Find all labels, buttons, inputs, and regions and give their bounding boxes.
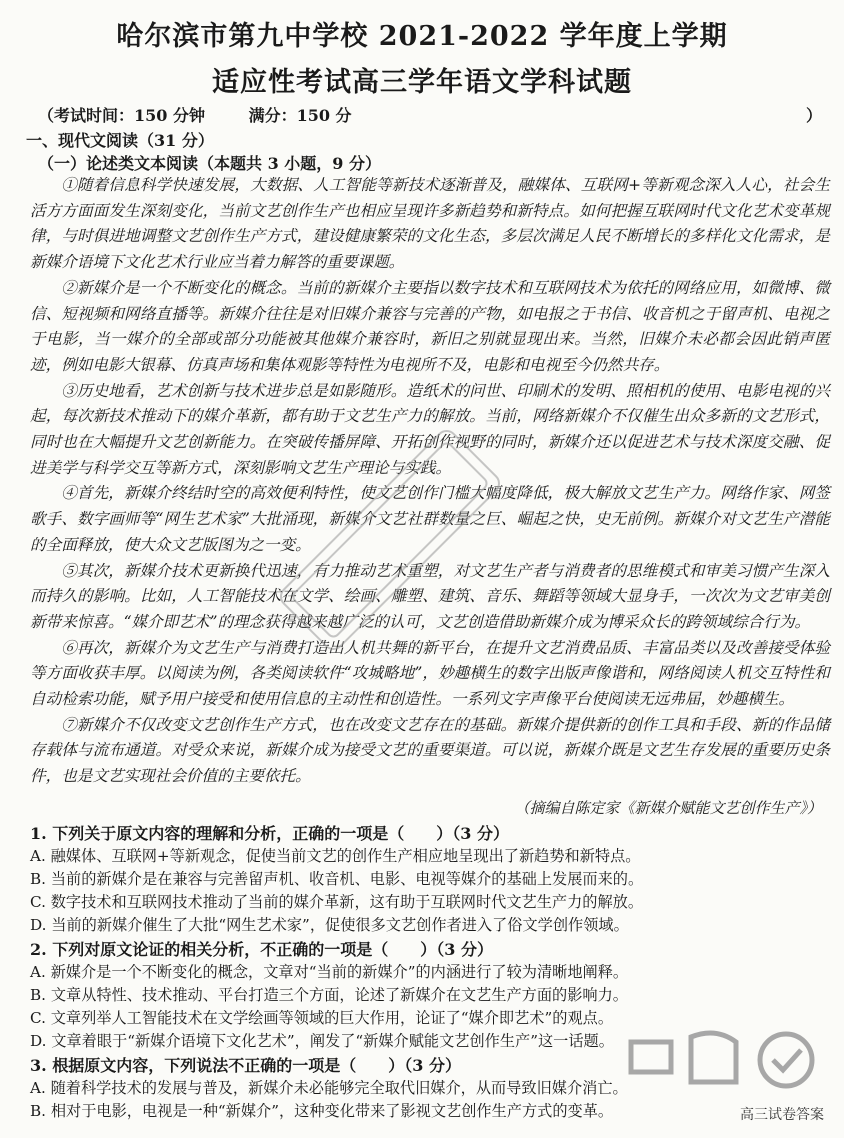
answer-option: D. 文章着眼于“新媒介语境下文化艺术”，阐发了“新媒介赋能文艺创作生产”这一话题。 [30, 1032, 614, 1050]
exam-time: （考试时间：150 分钟 [38, 106, 205, 125]
answer-option: B. 文章从特性、技术推动、平台打造三个方面，论述了新媒介在文艺生产方面的影响力。 [30, 986, 628, 1004]
answer-option: C. 数字技术和互联网技术推动了当前的媒介革新，这有助于互联网时代文艺生产力的解放。 [30, 893, 644, 911]
passage-paragraph: ①随着信息科学快速发展，大数据、人工智能等新技术逐渐普及，融媒体、互联网+等新观念深入人心，社会生活方方面面发生深刻变化，当前文艺创作生产也相应呈现许多新趋势和新特点。如何把握互联网时代文化艺术变革规律，与时俱进地调整文艺创作生产方式，建设健康繁荣的文化生态，多层次满足人民不断增长的多样化文化需求，是新媒介语境下文化艺术行业应当着力解答的重要课题。 [30, 176, 830, 272]
passage-paragraph: ④首先，新媒介终结时空的高效便利特性，使文艺创作门槛大幅度降低，极大解放文艺生产力。网络作家、网签歌手、数字画师等“网生艺术家”大批涌现，新媒介文艺社群数量之巨、崛起之快，史无前例。新媒介对文艺生产潜能的全面释放，使大众文艺版图为之一变。 [30, 484, 830, 554]
answer-option: B. 相对于电影，电视是一种“新媒介”，这种变化带来了影视文艺创作生产方式的变革。 [30, 1102, 614, 1120]
question-stem: 3. 根据原文内容，下列说法不正确的一项是（ ）（3 分） [30, 1056, 461, 1075]
section-heading: 一、现代文阅读（31 分） [26, 131, 214, 150]
answer-option: A. 新媒介是一个不断变化的概念，文章对“当前的新媒介”的内涵进行了较为清晰地阐释。 [30, 963, 629, 981]
passage-source: （摘编自陈定家《新媒介赋能文艺创作生产》） [514, 799, 822, 817]
passage-paragraph: ⑤其次，新媒介技术更新换代迅速，有力推动艺术重塑，对文艺生产者与消费者的思维模式和审美习惯产生深入而持久的影响。比如，人工智能技术在文学、绘画、雕塑、建筑、音乐、舞蹈等领域大显身手，一次次为文艺审美创新带来惊喜。“媒介即艺术”的理念获得越来越广泛的认可，文艺创造借助新媒介成为博采众长的跨领域综合行为。 [30, 561, 830, 631]
exam-meta [38, 103, 822, 126]
answer-option: C. 文章列举人工智能技术在文学绘画等领域的巨大作用，论证了“媒介即艺术”的观点。 [30, 1009, 614, 1027]
passage-paragraph: ⑦新媒介不仅改变文艺创作生产方式，也在改变文艺存在的基础。新媒介提供新的创作工具和手段、新的作品储存载体与流布通道。对受众来说，新媒介成为接受文艺的重要渠道。可以说，新媒介既是文艺生存发展的重要历史条件，也是文艺实现社会价值的主要依托。 [30, 715, 830, 786]
meta-close-paren: ） [805, 106, 822, 125]
answer-option: B. 当前的新媒介是在兼容与完善留声机、收音机、电影、电视等媒介的基础上发展而来的。 [30, 870, 644, 888]
reading-passage [30, 173, 830, 790]
exam-title: 哈尔滨市第九中学校 2021-2022 学年度上学期 [116, 21, 728, 52]
answer-option: D. 当前的新媒介催生了大批“网生艺术家”，促使很多文艺创作者进入了俗文学创作领域。 [30, 916, 629, 934]
subsection-heading: （一）论述类文本阅读（本题共 3 小题，9 分） [38, 154, 381, 173]
question-stem: 2. 下列对原文论证的相关分析，不正确的一项是（ ）（3 分） [30, 940, 493, 959]
passage-paragraph: ③历史地看，艺术创新与技术进步总是如影随形。造纸术的问世、印刷术的发明、照相机的使用、电影电视的兴起，每次新技术推动下的媒介革新，都有助于文艺生产力的解放。当前，网络新媒介不仅催生出众多新的文艺形式，同时也在大幅提升文艺创新能力。在突破传播屏障、开拓创作视野的同时，新媒介还以促进艺术与技术深度交融、促进美学与科学交互等新方式，深刻影响文艺生产理论与实践。 [30, 381, 830, 477]
passage-paragraph: ⑥再次，新媒介为文艺生产与消费打造出人机共舞的新平台，在提升文艺消费品质、丰富品类以及改善接受体验等方面收获丰厚。以阅读为例，各类阅读软件“攻城略地”，妙趣横生的数字出版声像谐和，网络阅读人机交互特性和自动检索功能，赋予用户接受和使用信息的主动性和创造性。一系列文字声像平台使阅读无远弗届，妙趣横生。 [30, 638, 830, 709]
full-score: 满分：150 分 [248, 106, 352, 125]
corner-caption: 高三试卷答案 [740, 1107, 824, 1123]
question-stem: 1. 下列关于原文内容的理解和分析，正确的一项是（ ）（3 分） [30, 824, 509, 843]
answer-option: A. 随着科学技术的发展与普及，新媒介未必能够完全取代旧媒介，从而导致旧媒介消亡。 [30, 1079, 628, 1097]
answer-option: A. 融媒体、互联网+等新观念，促使当前文艺的创作生产相应地呈现出了新趋势和新特点。 [30, 847, 641, 865]
passage-paragraph: ②新媒介是一个不断变化的概念。当前的新媒介主要指以数字技术和互联网技术为依托的网络应用，如微博、微信、短视频和网络直播等。新媒介往往是对旧媒介兼容与完善的产物，如电报之于书信、收音机之于留声机、电视之于电影，当一媒介的全部或部分功能被其他媒介兼容时，新旧之别就显现出来。当然，旧媒介未必都会因此销声匿迹，例如电影大银幕、仿真声场和集体观影等特性为电视所不及，电影和电视至今仍然共存。 [30, 278, 830, 374]
exam-subtitle: 适应性考试高三学年语文学科试题 [212, 67, 632, 98]
